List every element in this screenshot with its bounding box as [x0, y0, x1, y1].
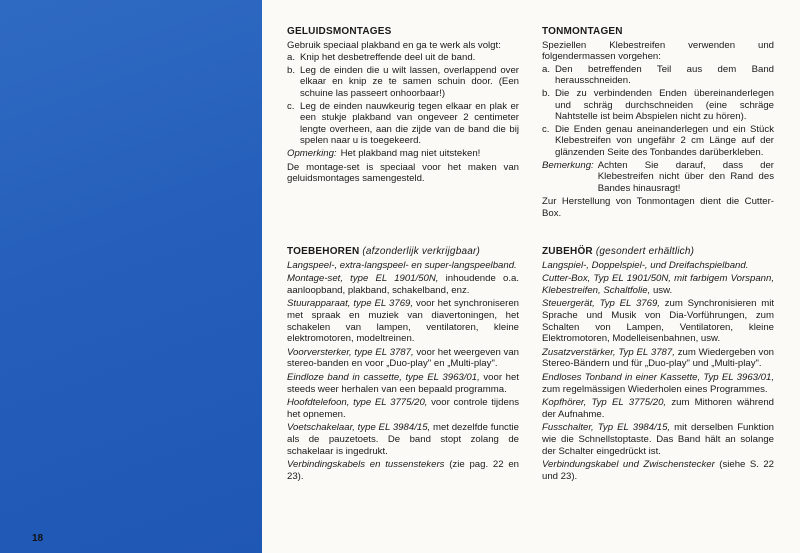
step-text: Die Enden genau aneinanderlegen und ein Stück Klebestreifen von ungefähr 2 cm Länge auf der glänzenden Seite des Tonbandes darüberkleben. — [555, 123, 774, 158]
accessory-item — [287, 260, 519, 272]
step-text: Leg de einden die u wilt lassen, overlappend over elkaar en knip ze te samen schuin door. (Een schuine las passeert onhoorbaar!) — [300, 64, 519, 99]
accessory-desc: voor het steeds weer herhalen van een bepaald programma. — [287, 371, 519, 395]
accessory-name: Endloses Tonband in einer Kassette, Typ EL 3963/01, — [542, 371, 774, 383]
accessory-item — [542, 397, 774, 420]
tonmontagen-section — [542, 26, 774, 221]
accessory-desc: inhoudende o.a. aanloopband, plakband, schakelband, enz. — [287, 273, 519, 296]
step-item — [542, 88, 774, 123]
accessory-item — [542, 372, 774, 395]
accessory-item — [287, 372, 519, 395]
accessory-desc: zum Synchronisieren mit Sprache und Musik von Dia-Vorführungen, zum Schalten von Lampen, Ventilatoren, kleine Elektromotoren, Modelleisenbahnen, usw. — [542, 298, 774, 345]
accessory-name: Verbindingskabels en tussenstekers — [287, 459, 445, 471]
accessory-name: Steuergerät, Typ EL 3769, — [542, 298, 660, 310]
step-text: Die zu verbindenden Enden übereinanderlegen und schräg durchschneiden (eine schräge Nahtstelle ist beim Abspielen nicht zu hören). — [555, 87, 774, 123]
accessory-item — [287, 347, 519, 370]
note-label: Bemerkung: — [542, 159, 594, 171]
heading-sub: (gesondert erhältlich) — [595, 246, 695, 257]
accessory-item — [287, 397, 519, 420]
accessory-name: Stuurapparaat, type EL 3769, — [287, 298, 414, 310]
accessory-name: Langspiel-, Doppelspiel-, und Dreifachspielband. — [542, 259, 749, 271]
toebehoren-section — [287, 246, 519, 484]
accessory-name: Kopfhörer, Typ EL 3775/20, — [542, 397, 667, 409]
accessory-item — [542, 347, 774, 370]
section-heading — [287, 246, 519, 258]
intro-text: Speziellen Klebestreifen verwenden und folgendermassen vorgehen: — [542, 39, 774, 63]
note-text: Het plakband mag niet uitsteken! — [340, 147, 481, 159]
note — [542, 160, 774, 195]
step-marker: b. — [287, 64, 296, 76]
accessory-desc: met dezelfde functie als de pauzetoets. De band stopt zolang de schakelaar is ingedrukt. — [287, 422, 519, 457]
step-marker: a. — [287, 52, 296, 64]
section-heading: GELUIDSMONTAGES — [287, 26, 392, 37]
accessory-name: Voetschakelaar, type EL 3984/15, — [287, 422, 431, 434]
step-marker: b. — [542, 87, 551, 99]
accessory-item — [542, 260, 774, 272]
zubehoer-section — [542, 246, 774, 484]
step-marker: a. — [542, 63, 551, 75]
step-text: Den betreffenden Teil aus dem Band herausschneiden. — [555, 63, 774, 87]
accessory-item — [542, 459, 774, 482]
accessory-item — [287, 273, 519, 296]
accessory-name: Montage-set, type EL 1901/50N, — [287, 273, 439, 285]
heading-main: TOEBEHOREN — [287, 246, 360, 257]
accessory-desc: zum regelmässigen Wiederholen eines Programmes. — [542, 383, 768, 395]
accessory-desc: voor het synchroniseren met spraak en muziek van diavertoningen, het schakelen van lampen, ventilatoren, kleine elektromotoren, modeltreinen. — [287, 298, 520, 345]
heading-main: ZUBEHÖR — [542, 246, 593, 257]
intro-text: Gebruik speciaal plakband en ga te werk als volgt: — [287, 39, 501, 51]
section-heading: TONMONTAGEN — [542, 26, 623, 37]
closing-text: Zur Herstellung von Tonmontagen dient die Cutter-Box. — [542, 196, 774, 219]
geluidsmontages-section — [287, 26, 519, 186]
accessory-desc: (zie pag. 22 en 23). — [287, 459, 519, 482]
blue-cover-panel — [0, 0, 262, 553]
accessory-name: Cutter-Box, Typ EL 1901/50N, mit farbigem Vorspann, Klebestreifen, Schaltfolie, — [542, 273, 774, 296]
step-item — [287, 65, 519, 100]
accessory-name: Voorversterker, type EL 3787, — [287, 346, 414, 358]
note-text: Achten Sie darauf, dass der Klebestreifen nicht über den Rand des Bandes hinausragt! — [597, 159, 774, 194]
step-item — [542, 64, 774, 87]
accessory-desc: usw. — [652, 284, 673, 296]
section-heading — [542, 246, 774, 258]
closing-text: De montage-set is speciaal voor het maken van geluidsmontages samengesteld. — [287, 161, 519, 185]
step-item — [542, 124, 774, 159]
accessory-name: Verbindungskabel und Zwischenstecker — [542, 459, 715, 471]
step-marker: c. — [287, 100, 295, 112]
step-item — [287, 52, 519, 64]
accessory-desc: zum Wiedergeben von Stereo-Bändern und für „Duo-play" und „Multi-play". — [542, 346, 774, 370]
accessory-name: Langspeel-, extra-langspeel- en super-langspeelband. — [287, 259, 517, 271]
accessory-name: Zusatzverstärker, Typ EL 3787, — [542, 346, 675, 358]
accessory-desc: (siehe S. 22 und 23). — [542, 459, 775, 482]
accessory-desc: voor controle tijdens het opnemen. — [287, 397, 519, 420]
accessory-item — [542, 422, 774, 457]
accessory-item — [287, 298, 519, 344]
note — [287, 148, 519, 160]
step-marker: c. — [542, 123, 550, 135]
accessory-item — [287, 422, 519, 457]
note-label: Opmerking: — [287, 147, 337, 159]
accessory-desc: voor het weergeven van stereo-banden en voor „Duo-play" en „Multi-play". — [287, 346, 520, 370]
accessory-desc: mit derselben Funktion wie die Schnellstoptaste. Das Band hält an solange der Schalter eingedrückt ist. — [542, 422, 774, 457]
page-number: 18 — [32, 533, 44, 544]
accessory-item — [542, 273, 774, 296]
accessory-name: Fusschalter, Typ EL 3984/15, — [542, 422, 671, 434]
accessory-name: Hoofdtelefoon, type EL 3775/20, — [287, 397, 428, 409]
step-text: Leg de einden nauwkeurig tegen elkaar en plak er een stukje plakband van ongeveer 2 centimeter lengte overheen, aan die zijde van de band die bij spelen naar u is toegekeerd. — [300, 100, 519, 147]
accessory-item — [542, 298, 774, 344]
accessory-desc: zum Mithoren während der Aufnahme. — [542, 397, 774, 420]
step-item — [287, 101, 519, 147]
accessory-item — [287, 459, 519, 482]
step-text: Knip het desbetreffende deel uit de band. — [300, 52, 476, 64]
accessory-name: Eindloze band in cassette, type EL 3963/01, — [287, 371, 480, 383]
heading-sub: (afzonderlijk verkrijgbaar) — [362, 246, 481, 257]
